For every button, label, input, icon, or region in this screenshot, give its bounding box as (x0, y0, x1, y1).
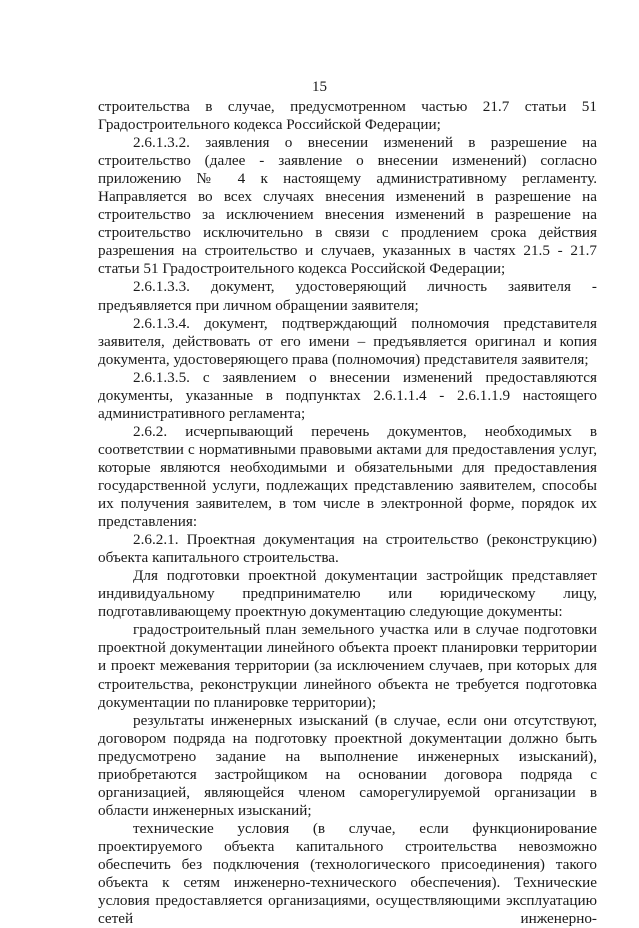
paragraph-technical-conditions: технические условия (в случае, если функционирование проектируемого объекта капитального строительства невозможно обеспечить без подключения (технологического присоединения) такого объекта к сетям инженерно-технического обеспечения). Технические условия предоставляется организациями, осуществляющими эксплуатацию сетей инженерно- (98, 819, 597, 928)
paragraph-2-6-1-3-4: 2.6.1.3.4. документ, подтверждающий полномочия представителя заявителя, действовать от его имени – предъявляется оригинал и копия документа, удостоверяющего права (полномочия) представителя заявителя; (98, 314, 597, 368)
paragraph-engineering-surveys: результаты инженерных изысканий (в случае, если они отсутствуют, договором подряда на подготовку проектной документации должно быть предусмотрено задание на выполнение инженерных изысканий), приобретаются застройщиком на основании договора подряда с организацией, являющейся членом саморегулируемой организации в области инженерных изысканий; (98, 711, 597, 819)
paragraph-urban-plan: градостроительный план земельного участка или в случае подготовки проектной документации линейного объекта проект планировки территории и проект межевания территории (за исключением случаев, при которых для строительства, реконструкции линейного объекта не требуется подготовка документации по планировке территории); (98, 621, 597, 711)
paragraph-project-docs-intro: Для подготовки проектной документации застройщик представляет индивидуальному предпринимателю или юридическому лицу, подготавливающему проектную документацию следующие документы: (98, 567, 597, 621)
paragraph-2-6-1-3-2: 2.6.1.3.2. заявления о внесении изменений в разрешение на строительство (далее - заявление о внесении изменений) согласно приложению № 4 к настоящему административному регламенту. Направляется во всех случаях внесения изменений в разрешение на строительство за исключением внесения изменений в разрешение на строительство исключительно в связи с продлением срока действия разрешения на строительство и случаев, указанных в частях 21.5 - 21.7 статьи 51 Градостроительного кодекса Российской Федерации; (98, 134, 597, 278)
paragraph-2-6-1-3-5: 2.6.1.3.5. с заявлением о внесении изменений предоставляются документы, указанные в подпунктах 2.6.1.1.4 - 2.6.1.1.9 настоящего административного регламента; (98, 368, 597, 422)
page-number: 15 (312, 79, 327, 95)
paragraph-2-6-2: 2.6.2. исчерпывающий перечень документов, необходимых в соответствии с нормативными правовыми актами для предоставления услуг, которые являются необходимыми и обязательными для предоставления государственной услуги, подлежащих представлению заявителем, способы их получения заявителем, в том числе в электронной форме, порядок их представления: (98, 422, 597, 531)
paragraph-2-6-1-3-3: 2.6.1.3.3. документ, удостоверяющий личность заявителя - предъявляется при личном обращении заявителя; (98, 278, 597, 314)
document-body (98, 98, 597, 928)
paragraph-2-6-2-1: 2.6.2.1. Проектная документация на строительство (реконструкцию) объекта капитального строительства. (98, 531, 597, 567)
paragraph-continuation: строительства в случае, предусмотренном частью 21.7 статьи 51 Градостроительного кодекса Российской Федерации; (98, 98, 597, 134)
